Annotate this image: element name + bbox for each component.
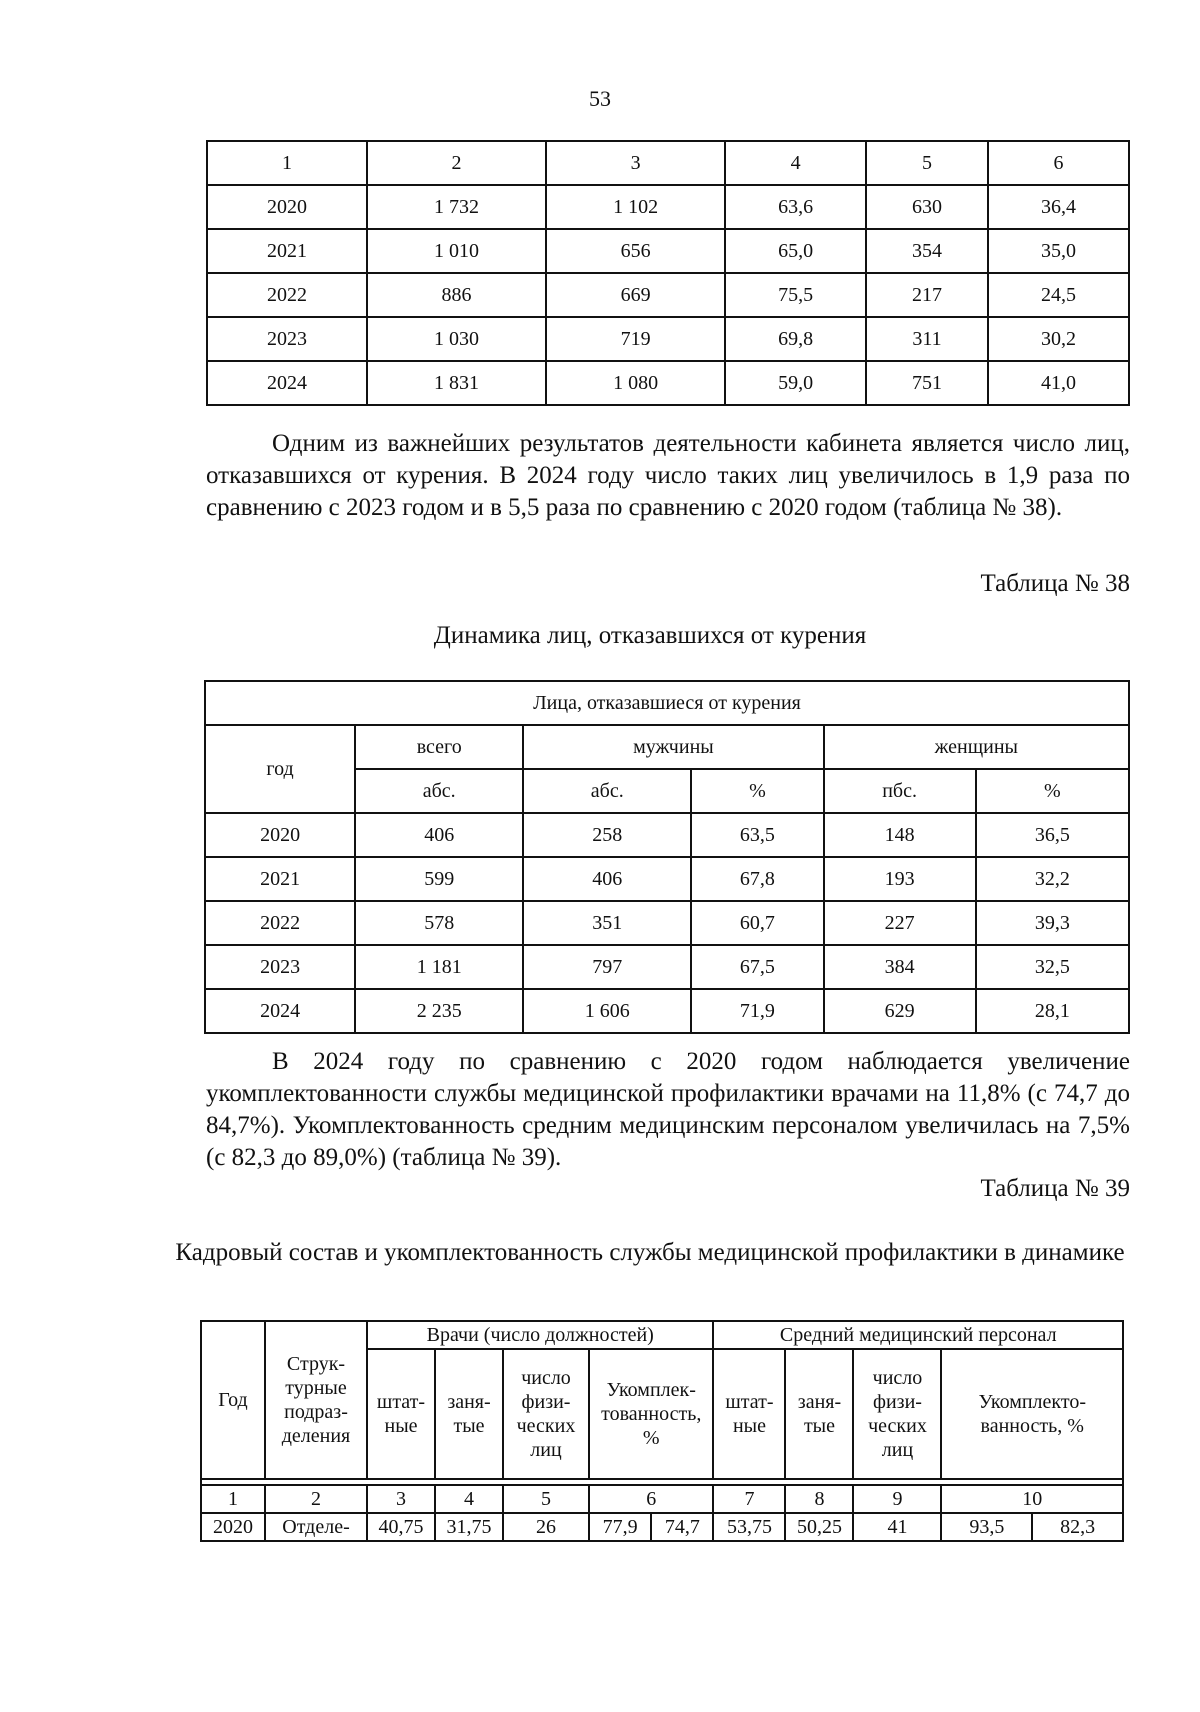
table-cell: 10 bbox=[941, 1485, 1123, 1513]
table-cell: 797 bbox=[523, 945, 691, 989]
table-number-label: Таблица № 39 bbox=[980, 1175, 1130, 1202]
table-header-row bbox=[201, 1321, 1123, 1349]
table-cell: 1 030 bbox=[367, 317, 546, 361]
table-cell: 2022 bbox=[207, 273, 367, 317]
table-row bbox=[205, 945, 1129, 989]
continued-table bbox=[206, 140, 1130, 406]
table-cell: 1 831 bbox=[367, 361, 546, 405]
table-cell: 599 bbox=[355, 857, 523, 901]
group-header: Врачи (число должностей) bbox=[367, 1321, 713, 1349]
table-cell: 2021 bbox=[205, 857, 355, 901]
table-cell: 2024 bbox=[205, 989, 355, 1033]
table-cell: 406 bbox=[355, 813, 523, 857]
header-cell: заня-тые bbox=[435, 1349, 503, 1479]
header-cell: 2 bbox=[367, 141, 546, 185]
table-cell: 8 bbox=[785, 1485, 853, 1513]
header-cell: Год bbox=[201, 1321, 265, 1479]
table-cell: 41,0 bbox=[988, 361, 1129, 405]
table-cell: 258 bbox=[523, 813, 691, 857]
table-cell: Отделе- bbox=[265, 1513, 367, 1541]
table-title: Кадровый состав и укомплектованность службы медицинской профилактики в динамике bbox=[175, 1239, 1125, 1266]
table-row bbox=[201, 1513, 1123, 1541]
table-cell: 26 bbox=[503, 1513, 589, 1541]
table-cell: 6 bbox=[589, 1485, 713, 1513]
header-cell: женщины bbox=[824, 725, 1129, 769]
group-header: Лица, отказавшиеся от курения bbox=[205, 681, 1129, 725]
table-cell: 719 bbox=[546, 317, 725, 361]
header-cell: год bbox=[205, 725, 355, 813]
table-cell: 69,8 bbox=[725, 317, 866, 361]
table-cell: 2020 bbox=[207, 185, 367, 229]
table-cell: 1 606 bbox=[523, 989, 691, 1033]
table-row bbox=[205, 813, 1129, 857]
table-cell: 32,5 bbox=[976, 945, 1129, 989]
table-cell: 2 235 bbox=[355, 989, 523, 1033]
header-cell: мужчины bbox=[523, 725, 823, 769]
header-cell: всего bbox=[355, 725, 523, 769]
table-number-label: Таблица № 38 bbox=[980, 570, 1130, 597]
header-cell: 4 bbox=[725, 141, 866, 185]
paragraph bbox=[206, 1046, 1130, 1174]
table-cell: 384 bbox=[824, 945, 976, 989]
header-cell: % bbox=[976, 769, 1129, 813]
table-row bbox=[207, 185, 1129, 229]
table-cell: 3 bbox=[367, 1485, 435, 1513]
table-row bbox=[207, 273, 1129, 317]
paragraph-text: В 2024 году по сравнению с 2020 годом наблюдается увеличение укомплектованности службы медицинской профилактики врачами на 11,8% (с 74,7 до 84,7%). Укомплектованность средним медицинским персоналом увеличилась на 7,5% (с 82,3 до 89,0%) (таблица № 39). bbox=[206, 1048, 1130, 1171]
table-cell: 193 bbox=[824, 857, 976, 901]
table-cell: 31,75 bbox=[435, 1513, 503, 1541]
staffing-table bbox=[200, 1320, 1124, 1542]
paragraph-text: Одним из важнейших результатов деятельности кабинета является число лиц, отказавшихся от курения. В 2024 году число таких лиц увеличилось в 1,9 раза по сравнению с 2023 годом и в 5,5 раза по сравнению с 2020 годом (таблица № 38). bbox=[206, 430, 1130, 521]
table-cell: 1 010 bbox=[367, 229, 546, 273]
table-cell: 311 bbox=[866, 317, 988, 361]
table-cell: 2024 bbox=[207, 361, 367, 405]
table-cell: 65,0 bbox=[725, 229, 866, 273]
table-header-row bbox=[205, 681, 1129, 725]
table-cell: 148 bbox=[824, 813, 976, 857]
table-cell: 2020 bbox=[201, 1513, 265, 1541]
header-cell: абс. bbox=[355, 769, 523, 813]
table-cell: 59,0 bbox=[725, 361, 866, 405]
table-header-row bbox=[205, 725, 1129, 769]
page-number: 53 bbox=[589, 86, 611, 111]
column-number-row bbox=[201, 1485, 1123, 1513]
table-cell: 74,7 bbox=[651, 1513, 713, 1541]
table-cell: 2021 bbox=[207, 229, 367, 273]
table-cell: 354 bbox=[866, 229, 988, 273]
table-cell: 67,5 bbox=[691, 945, 823, 989]
header-cell: штат-ные bbox=[367, 1349, 435, 1479]
table-cell: 30,2 bbox=[988, 317, 1129, 361]
table-cell: 63,6 bbox=[725, 185, 866, 229]
table-cell: 40,75 bbox=[367, 1513, 435, 1541]
table-cell: 2022 bbox=[205, 901, 355, 945]
table-cell: 7 bbox=[713, 1485, 785, 1513]
table-cell: 50,25 bbox=[785, 1513, 853, 1541]
smoking-cessation-table bbox=[204, 680, 1130, 1034]
header-cell: Струк-турные подраз-деления bbox=[265, 1321, 367, 1479]
table-row bbox=[207, 317, 1129, 361]
table-cell: 630 bbox=[866, 185, 988, 229]
table-cell: 41 bbox=[853, 1513, 941, 1541]
header-cell: 3 bbox=[546, 141, 725, 185]
table-cell: 75,5 bbox=[725, 273, 866, 317]
header-cell: заня-тые bbox=[785, 1349, 853, 1479]
table-cell: 24,5 bbox=[988, 273, 1129, 317]
table-title: Динамика лиц, отказавшихся от курения bbox=[433, 622, 867, 649]
table-cell: 1 080 bbox=[546, 361, 725, 405]
table-cell: 2020 bbox=[205, 813, 355, 857]
table-row bbox=[207, 229, 1129, 273]
table-cell: 82,3 bbox=[1032, 1513, 1123, 1541]
table-row bbox=[205, 989, 1129, 1033]
table-cell: 1 102 bbox=[546, 185, 725, 229]
paragraph bbox=[206, 428, 1130, 524]
table-header-row bbox=[207, 141, 1129, 185]
header-cell: штат-ные bbox=[713, 1349, 785, 1479]
table-cell: 60,7 bbox=[691, 901, 823, 945]
table-cell: 77,9 bbox=[589, 1513, 651, 1541]
table-cell: 351 bbox=[523, 901, 691, 945]
table-row bbox=[207, 361, 1129, 405]
table-cell: 669 bbox=[546, 273, 725, 317]
header-cell: 5 bbox=[866, 141, 988, 185]
table-cell: 39,3 bbox=[976, 901, 1129, 945]
table-cell: 36,4 bbox=[988, 185, 1129, 229]
table-cell: 2023 bbox=[205, 945, 355, 989]
header-cell: пбс. bbox=[824, 769, 976, 813]
table-cell: 1 732 bbox=[367, 185, 546, 229]
header-cell: число физи-ческих лиц bbox=[503, 1349, 589, 1479]
header-cell: 1 bbox=[207, 141, 367, 185]
table-cell: 1 bbox=[201, 1485, 265, 1513]
table-cell: 227 bbox=[824, 901, 976, 945]
header-cell: Укомплекто-ванность, % bbox=[941, 1349, 1123, 1479]
table-cell: 217 bbox=[866, 273, 988, 317]
header-cell: 6 bbox=[988, 141, 1129, 185]
table-cell: 4 bbox=[435, 1485, 503, 1513]
table-cell: 751 bbox=[866, 361, 988, 405]
table-cell: 28,1 bbox=[976, 989, 1129, 1033]
header-cell: абс. bbox=[523, 769, 691, 813]
table-cell: 656 bbox=[546, 229, 725, 273]
header-cell: % bbox=[691, 769, 823, 813]
table-cell: 71,9 bbox=[691, 989, 823, 1033]
table-cell: 886 bbox=[367, 273, 546, 317]
table-cell: 9 bbox=[853, 1485, 941, 1513]
table-cell: 406 bbox=[523, 857, 691, 901]
table-cell: 2 bbox=[265, 1485, 367, 1513]
table-cell: 36,5 bbox=[976, 813, 1129, 857]
table-cell: 53,75 bbox=[713, 1513, 785, 1541]
table-cell: 629 bbox=[824, 989, 976, 1033]
table-cell: 2023 bbox=[207, 317, 367, 361]
table-cell: 93,5 bbox=[941, 1513, 1032, 1541]
header-cell: число физи-ческих лиц bbox=[853, 1349, 941, 1479]
table-row bbox=[205, 857, 1129, 901]
table-cell: 35,0 bbox=[988, 229, 1129, 273]
table-cell: 32,2 bbox=[976, 857, 1129, 901]
header-cell: Укомплек-тованность, % bbox=[589, 1349, 713, 1479]
table-cell: 63,5 bbox=[691, 813, 823, 857]
group-header: Средний медицинский персонал bbox=[713, 1321, 1123, 1349]
table-cell: 578 bbox=[355, 901, 523, 945]
table-cell: 67,8 bbox=[691, 857, 823, 901]
table-cell: 1 181 bbox=[355, 945, 523, 989]
table-row bbox=[205, 901, 1129, 945]
table-cell: 5 bbox=[503, 1485, 589, 1513]
